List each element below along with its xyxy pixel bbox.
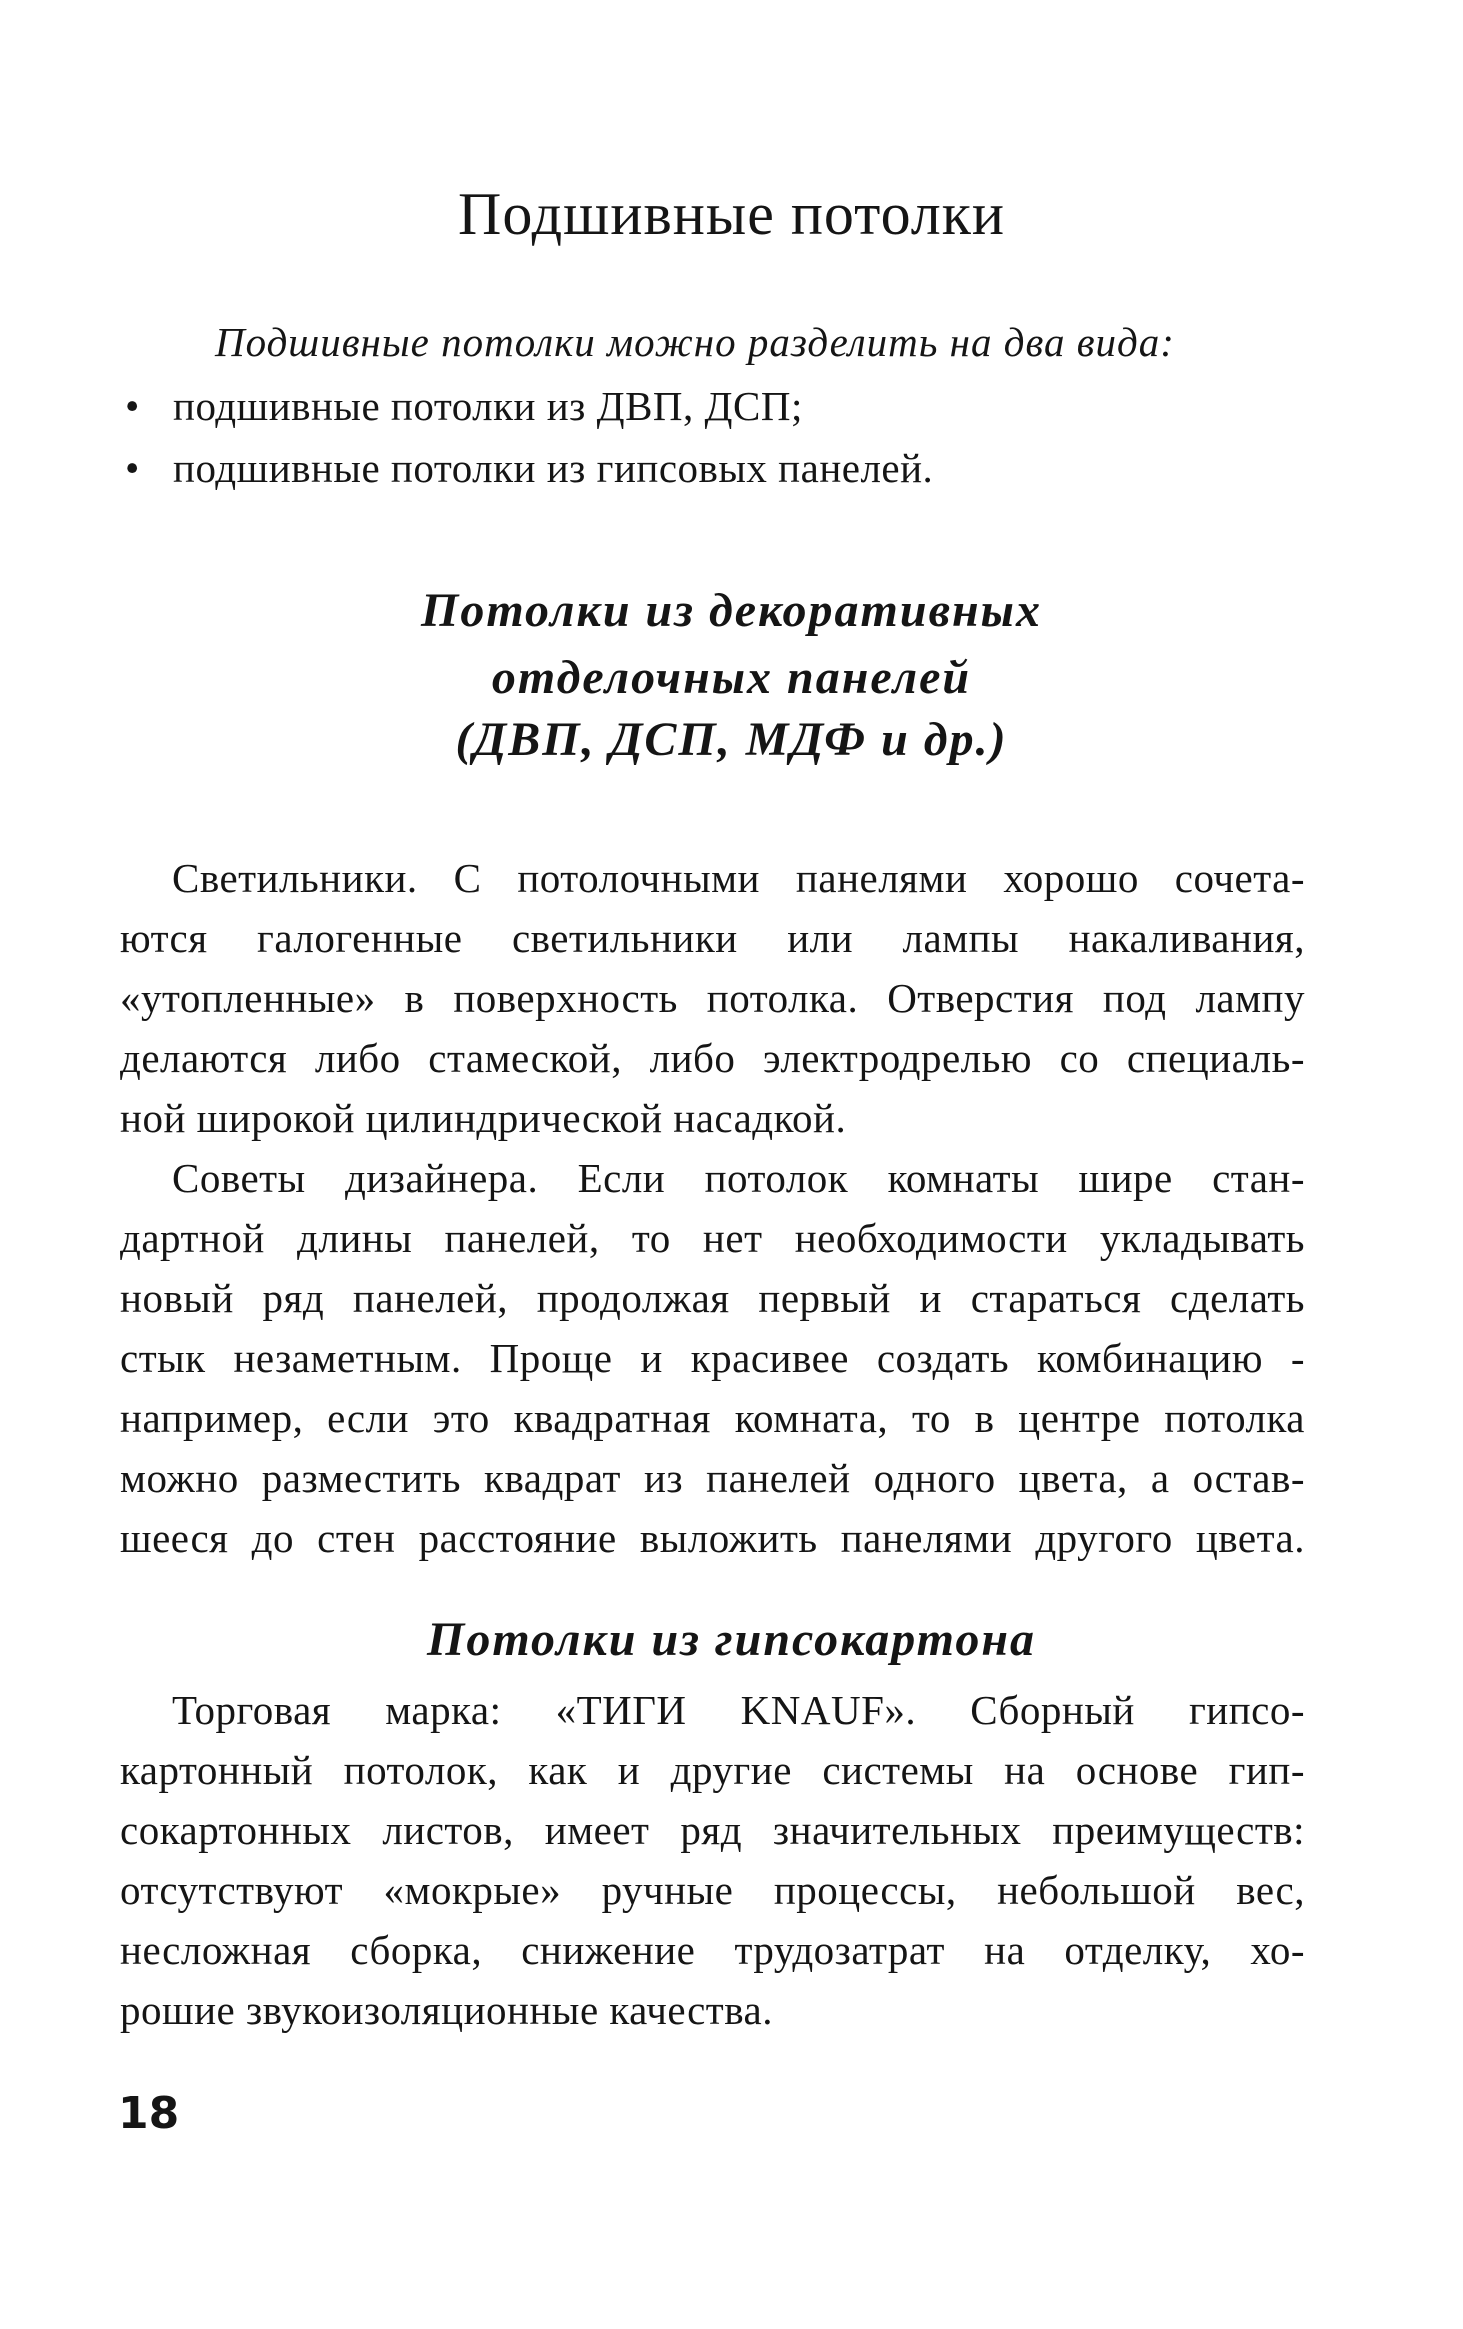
text-line: можно разместить квадрат из панелей одного цвета, а остав- — [120, 1455, 1305, 1501]
text-line: Торговая марка: «ТИГИ KNAUF». Сборный гипсо- — [172, 1687, 1305, 1733]
text-line: «утопленные» в поверхность потолка. Отверстия под лампу — [120, 975, 1305, 1021]
list-item-text: подшивные потолки из гипсовых панелей. — [173, 445, 934, 491]
text-line: стык незаметным. Проще и красивее создать комбинацию - — [120, 1335, 1305, 1381]
text-line: картонный потолок, как и другие системы на основе гип- — [120, 1747, 1305, 1793]
list-item-text: подшивные потолки из ДВП, ДСП; — [173, 383, 803, 429]
text-line: шееся до стен расстояние выложить панелями другого цвета. — [120, 1515, 1305, 1561]
bullet-icon: • — [125, 383, 140, 429]
text-line: делаются либо стамеской, либо электродрелью со специаль- — [120, 1035, 1305, 1081]
text-line: сокартонных листов, имеет ряд значительных преимуществ: — [120, 1807, 1305, 1853]
section-heading: Потолки из гипсокартона — [427, 1613, 1036, 1666]
section-heading-line: Потолки из декоративных — [421, 584, 1042, 637]
list-item — [125, 382, 803, 430]
text-line: несложная сборка, снижение трудозатрат на отделку, хо- — [120, 1927, 1305, 1973]
page-title: Подшивные потолки — [458, 181, 1005, 247]
intro-text: Подшивные потолки можно разделить на два вида: — [215, 319, 1175, 365]
text-line: Светильники. С потолочными панелями хорошо сочета- — [172, 855, 1305, 901]
list-item — [125, 444, 933, 492]
text-line: ются галогенные светильники или лампы накаливания, — [120, 915, 1305, 961]
text-line: новый ряд панелей, продолжая первый и стараться сделать — [120, 1275, 1305, 1321]
section-heading-line: (ДВП, ДСП, МДФ и др.) — [455, 713, 1008, 766]
text-line: дартной длины панелей, то нет необходимости укладывать — [120, 1215, 1305, 1261]
text-line: рошие звукоизоляционные качества. — [120, 1987, 773, 2033]
text-line: ной широкой цилиндрической насадкой. — [120, 1095, 847, 1141]
bullet-icon: • — [125, 445, 140, 491]
text-line: отсутствуют «мокрые» ручные процессы, небольшой вес, — [120, 1867, 1305, 1913]
text-line: Советы дизайнера. Если потолок комнаты шире стан- — [172, 1155, 1305, 1201]
page-number: 18 — [118, 2088, 180, 2139]
text-line: например, если это квадратная комната, то в центре потолка — [120, 1395, 1305, 1441]
section-heading-line: отделочных панелей — [491, 651, 972, 704]
